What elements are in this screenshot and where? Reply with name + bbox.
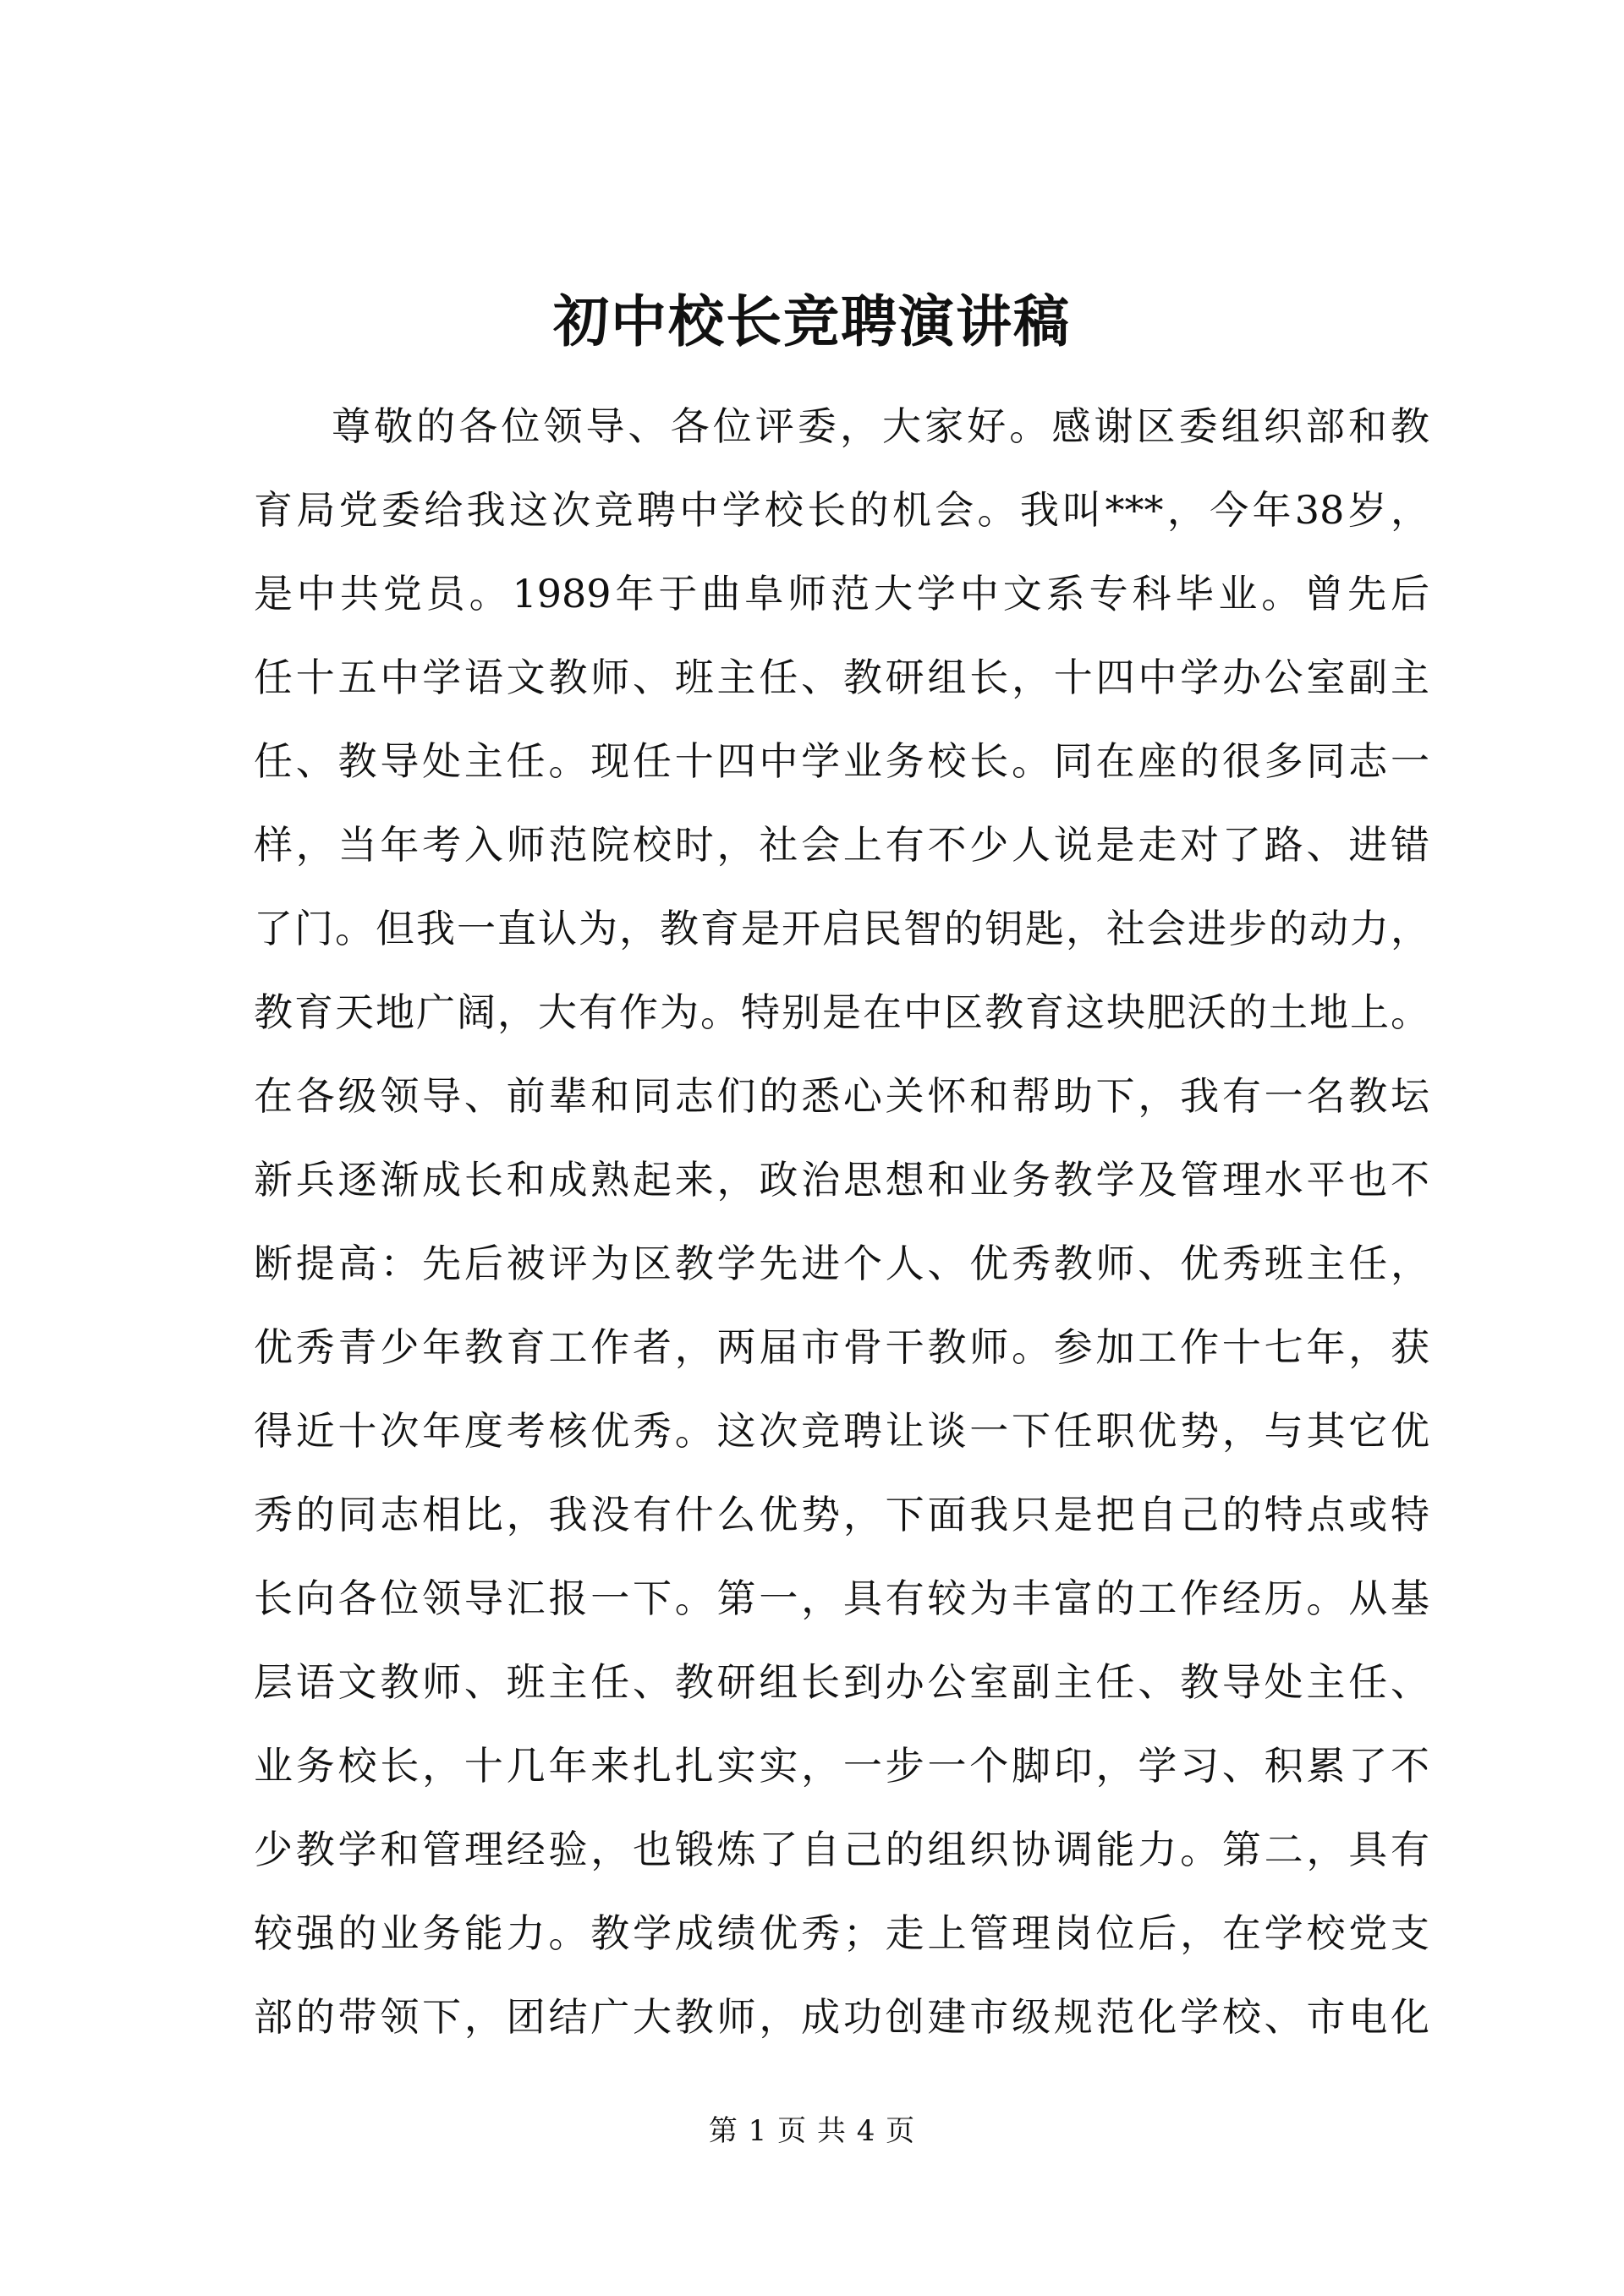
body-line: 了门。但我一直认为，教育是开启民智的钥匙，社会进步的动力， [254,906,1429,951]
page-number: 第 1 页 共 4 页 [708,2114,916,2148]
document-title: 初中校长竞聘演讲稿 [553,288,1071,354]
body-line: 秀的同志相比，我没有什么优势，下面我只是把自己的特点或特 [254,1492,1429,1537]
body-line: 教育天地广阔，大有作为。特别是在中区教育这块肥沃的土地上。 [254,989,1429,1035]
body-line: 得近十次年度考核优秀。这次竞聘让谈一下任职优势，与其它优 [254,1408,1429,1454]
body-line: 断提高：先后被评为区教学先进个人、优秀教师、优秀班主任， [254,1241,1429,1286]
body-line: 业务校长，十几年来扎扎实实，一步一个脚印，学习、积累了不 [254,1743,1429,1789]
body-line: 样，当年考入师范院校时，社会上有不少人说是走对了路、进错 [254,822,1429,868]
body-line: 在各级领导、前辈和同志们的悉心关怀和帮助下，我有一名教坛 [254,1073,1429,1119]
body-line: 是中共党员。1989年于曲阜师范大学中文系专科毕业。曾先后 [254,571,1429,616]
body-line: 优秀青少年教育工作者，两届市骨干教师。参加工作十七年，获 [254,1324,1429,1370]
body-line: 任十五中学语文教师、班主任、教研组长，十四中学办公室副主 [254,655,1429,700]
body-line: 较强的业务能力。教学成绩优秀；走上管理岗位后，在学校党支 [254,1910,1429,1956]
body-line: 育局党委给我这次竞聘中学校长的机会。我叫***，今年38岁， [254,487,1429,533]
body-line: 部的带领下，团结广大教师，成功创建市级规范化学校、市电化 [254,1994,1429,2040]
body-line: 层语文教师、班主任、教研组长到办公室副主任、教导处主任、 [254,1659,1429,1705]
body-line: 长向各位领导汇报一下。第一，具有较为丰富的工作经历。从基 [254,1575,1429,1621]
document-body [254,385,1429,2059]
body-line: 尊敬的各位领导、各位评委，大家好。感谢区委组织部和教 [332,403,1429,449]
body-line: 任、教导处主任。现任十四中学业务校长。同在座的很多同志一 [254,738,1429,784]
body-line: 新兵逐渐成长和成熟起来，政治思想和业务教学及管理水平也不 [254,1157,1429,1203]
body-line: 少教学和管理经验，也锻炼了自己的组织协调能力。第二，具有 [254,1827,1429,1872]
